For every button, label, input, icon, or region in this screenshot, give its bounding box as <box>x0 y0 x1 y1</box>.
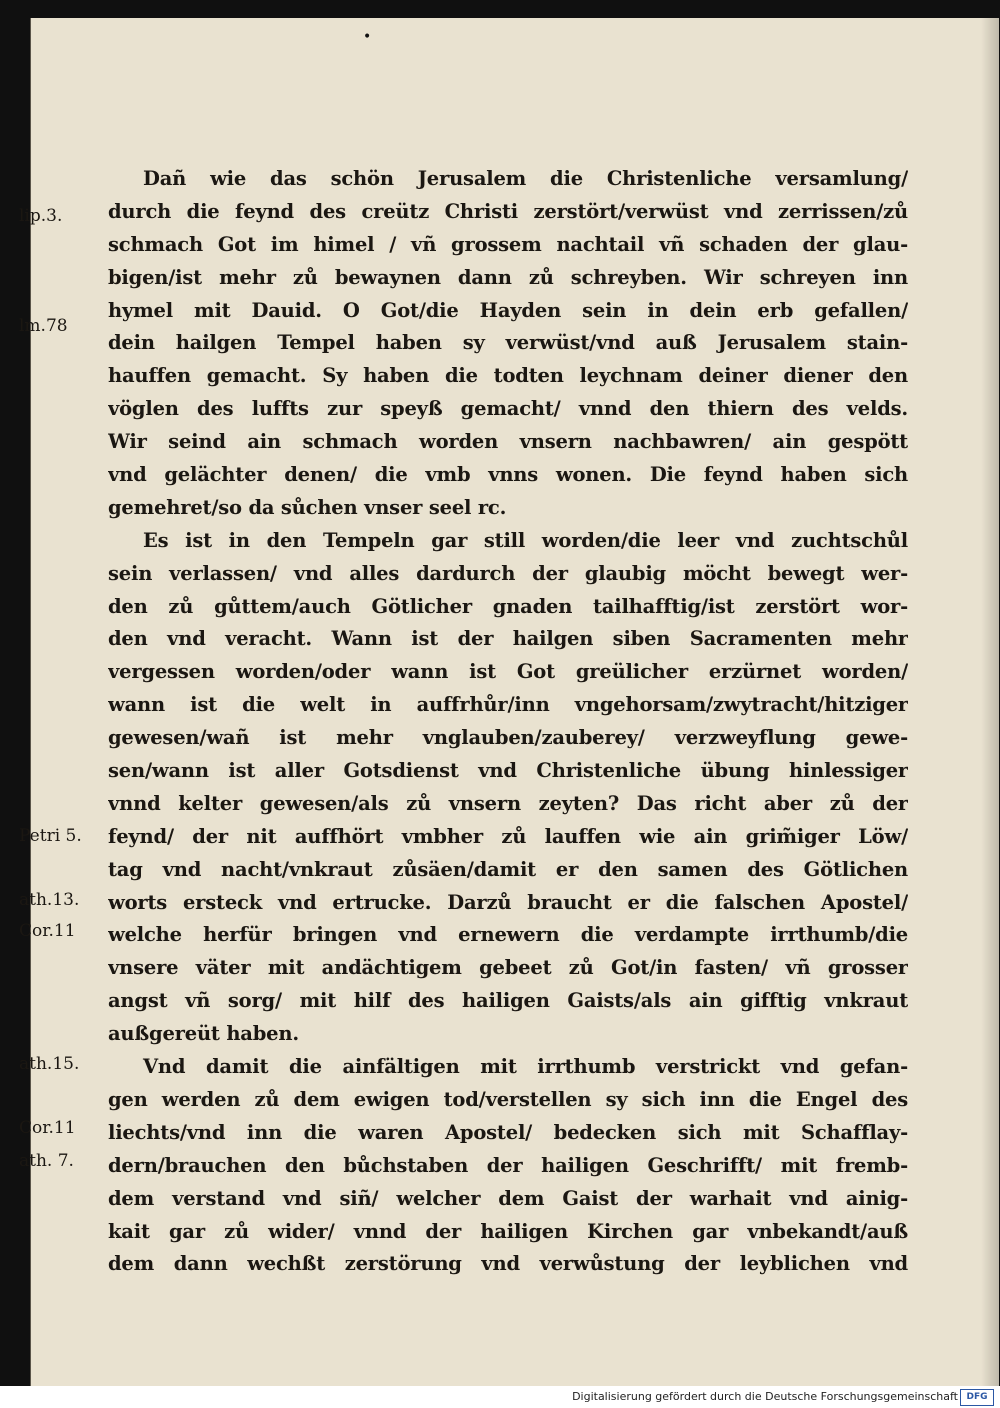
margin-note: Cor.11 <box>19 1118 76 1138</box>
text-line: liechts/vnd inn die waren Apostel/ bedecken sich mit Schafflay- <box>108 1120 908 1144</box>
text-line: wann ist die welt in auffrhůr/inn vngehorsam/zwytracht/hitziger <box>108 693 908 717</box>
margin-note: ath. 7. <box>19 1151 74 1171</box>
text-line: Vnd damit die ainfältigen mit irrthumb verstrickt vnd gefan- <box>143 1055 908 1079</box>
text-line: dem dann wechßt zerstörung vnd verwůstung der leyblichen vnd <box>108 1252 908 1276</box>
text-line: sen/wann ist aller Gotsdienst vnd Christenliche übung hinlessiger <box>108 759 908 783</box>
text-line: vnsere väter mit andächtigem gebeet zů Got/in fasten/ vñ grosser <box>108 956 908 980</box>
page-dot: • <box>363 29 372 45</box>
text-line: dem verstand vnd siñ/ welcher dem Gaist der warhait vnd ainig- <box>108 1186 908 1210</box>
page-edge-shadow <box>981 18 999 1386</box>
margin-note: lip.3. <box>19 206 63 226</box>
text-line: worts ersteck vnd ertrucke. Darzů braucht er die falschen Apostel/ <box>108 890 908 914</box>
text-line: gemehret/so da sůchen vnser seel rc. <box>108 495 507 519</box>
text-line: den zů gůttem/auch Götlicher gnaden tailhafftig/ist zerstört wor- <box>108 594 908 618</box>
text-line: Dañ wie das schön Jerusalem die Christenliche versamlung/ <box>143 167 908 190</box>
body-text <box>108 163 908 1281</box>
text-line: außgereüt haben. <box>108 1022 299 1046</box>
text-line: vöglen des luffts zur speyß gemacht/ vnnd den thiern des velds. <box>108 397 908 421</box>
text-line: durch die feynd des creütz Christi zerstört/verwüst vnd zerrissen/zů <box>108 199 908 223</box>
text-line: hauffen gemacht. Sy haben die todten leychnam deiner diener den <box>108 364 908 388</box>
footer-bar <box>0 1386 1000 1408</box>
text-line: vnd gelächter denen/ die vmb vnns wonen. Die feynd haben sich <box>108 463 908 487</box>
dfg-logo-icon[interactable]: DFG <box>960 1389 994 1406</box>
document-page <box>19 18 999 1386</box>
margin-note: Petri 5. <box>19 826 82 846</box>
text-line: angst vñ sorg/ mit hilf des hailigen Gaists/als ain gifftig vnkraut <box>108 989 908 1013</box>
text-line: hymel mit Dauid. O Got/die Hayden sein in dein erb gefallen/ <box>108 298 908 322</box>
text-line: gewesen/wañ ist mehr vnglauben/zauberey/ verzweyflung gewe- <box>108 726 908 750</box>
margin-note: lm.78 <box>19 316 68 336</box>
text-line: bigen/ist mehr zů bewaynen dann zů schreyben. Wir schreyen inn <box>108 265 908 289</box>
margin-note: ath.15. <box>19 1054 80 1074</box>
text-line: dern/brauchen den bůchstaben der hailigen Geschrifft/ mit fremb- <box>108 1153 908 1177</box>
margin-note: ath.13. <box>19 890 80 910</box>
text-line: sein verlassen/ vnd alles dardurch der glaubig möcht bewegt wer- <box>108 561 908 585</box>
text-line: Es ist in den Tempeln gar still worden/die leer vnd zuchtschůl <box>143 528 908 552</box>
footer-credit: Digitalisierung gefördert durch die Deutsche Forschungsgemeinschaft <box>572 1390 958 1403</box>
text-line: dein hailgen Tempel haben sy verwüst/vnd auß Jerusalem stain- <box>108 331 908 355</box>
text-line: gen werden zů dem ewigen tod/verstellen sy sich inn die Engel des <box>108 1087 908 1111</box>
text-line: schmach Got im himel / vñ grossem nachtail vñ schaden der glau- <box>108 232 908 256</box>
text-line: Wir seind ain schmach worden vnsern nachbawren/ ain gespött <box>108 430 908 454</box>
margin-note: Cor.11 <box>19 921 76 941</box>
text-line: welche herfür bringen vnd ernewern die verdampte irrthumb/die <box>108 923 908 947</box>
text-line: tag vnd nacht/vnkraut zůsäen/damit er den samen des Götlichen <box>108 857 908 881</box>
text-line: kait gar zů wider/ vnnd der hailigen Kirchen gar vnbekandt/auß <box>108 1219 908 1243</box>
text-line: vnnd kelter gewesen/als zů vnsern zeyten? Das richt aber zů der <box>108 791 908 815</box>
text-line: den vnd veracht. Wann ist der hailgen siben Sacramenten mehr <box>108 627 908 651</box>
text-line: vergessen worden/oder wann ist Got greülicher erzürnet worden/ <box>108 660 908 684</box>
text-line: feynd/ der nit auffhört vmbher zů lauffen wie ain grim̃iger Löw/ <box>108 824 908 848</box>
